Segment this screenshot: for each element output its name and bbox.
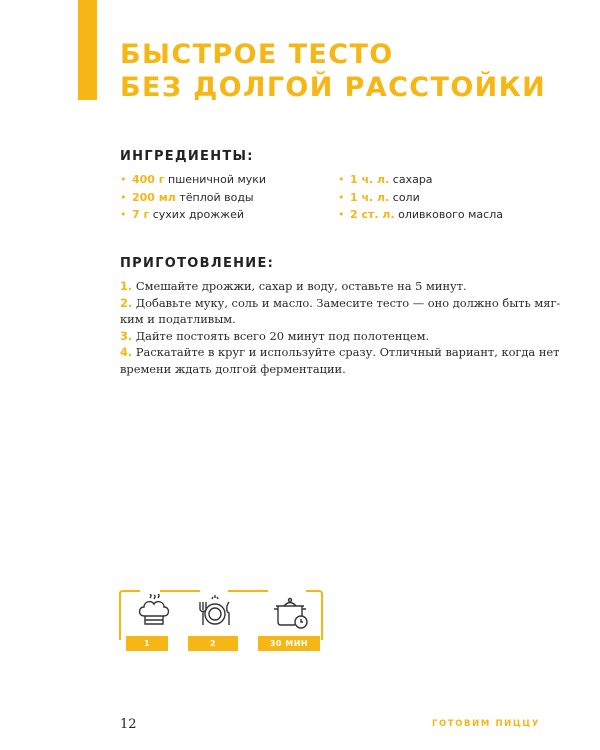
page-title bbox=[120, 38, 546, 104]
ingredient-item: • 7 г сухих дрожжей bbox=[120, 206, 266, 224]
step-item: 3. Дайте постоять всего 20 минут под полотенцем. bbox=[120, 328, 430, 343]
step-item: 2. Добавьте муку, соль и масло. Замесите тесто — оно должно быть мяг- ким и податливым. bbox=[120, 295, 561, 327]
ingredient-item: • 1 ч. л. соли bbox=[338, 189, 503, 207]
pot-timer-icon bbox=[270, 594, 310, 630]
bullet-icon: • bbox=[338, 173, 345, 186]
bullet-icon: • bbox=[338, 190, 345, 204]
bullet-icon: • bbox=[338, 208, 345, 221]
title-line-2: БЕЗ ДОЛГОЙ РАССТОЙКИ bbox=[120, 72, 547, 103]
ingredients-heading: ИНГРЕДИЕНТЫ: bbox=[120, 149, 254, 164]
servings-badge: 1 bbox=[126, 636, 168, 651]
bullet-icon: • bbox=[120, 190, 127, 204]
ingredient-item: • 2 ст. л. оливкового масла bbox=[338, 206, 503, 224]
ingredient-item: • 200 мл тёплой воды bbox=[120, 189, 266, 207]
ingredient-item: • 1 ч. л. сахара bbox=[338, 171, 503, 189]
preparation-heading: ПРИГОТОВЛЕНИЕ: bbox=[120, 256, 275, 271]
ingredients-list-left bbox=[120, 171, 266, 224]
preparation-steps bbox=[120, 278, 561, 378]
title-line-1: БЫСТРОЕ ТЕСТО bbox=[120, 39, 394, 70]
running-title: ГОТОВИМ ПИЦЦУ bbox=[431, 719, 540, 729]
bullet-icon: • bbox=[120, 173, 127, 186]
ingredients-list-right bbox=[338, 171, 503, 224]
plate-cutlery-icon bbox=[195, 594, 235, 630]
step-item: 4. Раскатайте в круг и используйте сразу. Отличный вариант, когда нет времени ждать долгой ферментации. bbox=[120, 345, 560, 376]
accent-bar bbox=[78, 0, 97, 100]
page-number: 12 bbox=[120, 717, 137, 732]
chef-hat-icon bbox=[134, 594, 174, 630]
bullet-icon: • bbox=[120, 208, 127, 221]
difficulty-badge: 2 bbox=[188, 636, 238, 651]
time-badge: 30 МИН bbox=[258, 636, 320, 651]
ingredient-item: • 400 г пшеничной муки bbox=[120, 171, 266, 189]
step-item: 1. Смешайте дрожжи, сахар и воду, оставьте на 5 минут. bbox=[120, 279, 467, 293]
